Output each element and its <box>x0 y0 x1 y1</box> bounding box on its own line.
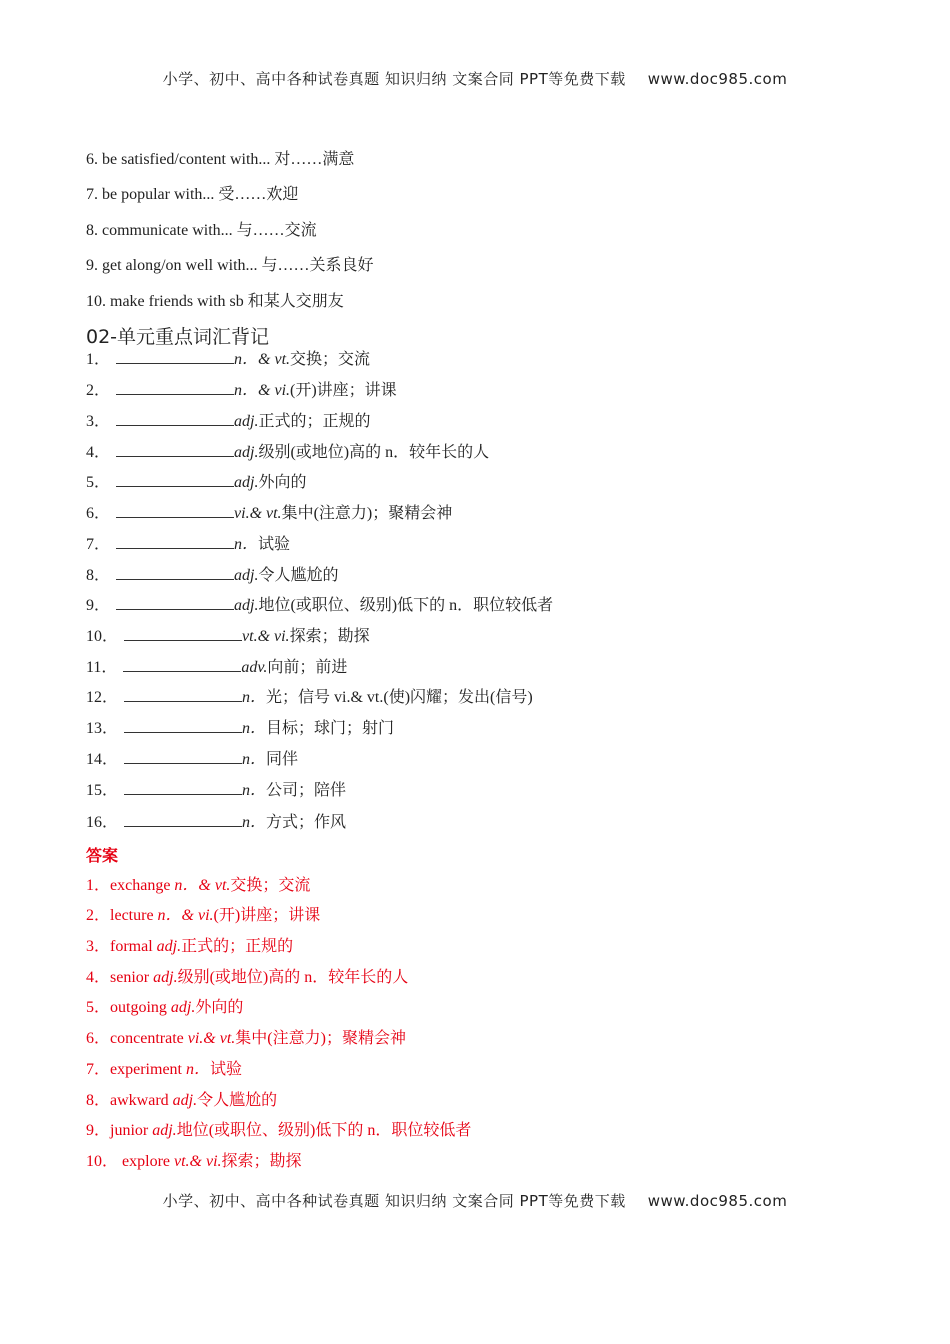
vocab-item <box>86 500 452 523</box>
answer-blank[interactable] <box>124 687 242 702</box>
answer-number: 2． <box>86 907 111 924</box>
answer-meaning: 级别(或地位)高的 n．较年长的人 <box>177 969 409 986</box>
answer-meaning: 令人尴尬的 <box>197 1092 278 1109</box>
part-of-speech: adj. <box>156 938 182 955</box>
answer-blank[interactable] <box>124 812 242 827</box>
vocab-meaning: 正式的；正规的 <box>258 413 371 430</box>
answer-word: lecture <box>110 907 154 924</box>
vocab-meaning: 向前；前进 <box>267 659 348 676</box>
vocab-meaning: 集中(注意力)；聚精会神 <box>281 505 453 522</box>
part-of-speech: adj. <box>170 999 196 1016</box>
answer-blank[interactable] <box>116 503 234 518</box>
part-of-speech: n． <box>242 720 267 737</box>
answer-number: 6． <box>86 1030 111 1047</box>
header-text: 小学、初中、高中各种试卷真题 知识归纳 文案合同 PPT等免费下载 <box>162 70 626 88</box>
part-of-speech: n．& vt. <box>174 877 231 894</box>
answer-item <box>86 1117 471 1140</box>
vocab-number: 8． <box>86 567 111 584</box>
answer-meaning: 外向的 <box>195 999 244 1016</box>
vocab-meaning: 目标；球门；射门 <box>266 720 395 737</box>
answer-blank[interactable] <box>116 534 234 549</box>
answer-word: senior <box>110 969 150 986</box>
vocab-meaning: 级别(或地位)高的 n．较年长的人 <box>258 444 490 461</box>
part-of-speech: n． <box>185 1061 210 1078</box>
answer-number: 1． <box>86 877 111 894</box>
part-of-speech: adj. <box>234 567 259 584</box>
vocab-number: 1． <box>86 351 111 368</box>
answer-item <box>86 1148 302 1171</box>
part-of-speech: n．& vt. <box>234 351 291 368</box>
phrase-item: 8. communicate with... 与……交流 <box>86 222 317 239</box>
vocab-meaning: 地位(或职位、级别)低下的 n．职位较低者 <box>258 597 554 614</box>
vocab-item <box>86 408 370 431</box>
answer-blank[interactable] <box>116 442 234 457</box>
answer-blank[interactable] <box>124 749 242 764</box>
footer-text: 小学、初中、高中各种试卷真题 知识归纳 文案合同 PPT等免费下载 <box>162 1192 626 1210</box>
answer-item <box>86 902 320 925</box>
answer-meaning: 试验 <box>210 1061 243 1078</box>
vocab-meaning: 公司；陪伴 <box>266 782 347 799</box>
answer-blank[interactable] <box>123 657 241 672</box>
vocab-number: 14． <box>86 751 119 768</box>
part-of-speech: n． <box>242 814 267 831</box>
vocab-meaning: 光；信号 vi.& vt.(使)闪耀；发出(信号) <box>266 689 533 706</box>
vocab-item <box>86 623 370 646</box>
answer-word: experiment <box>110 1061 182 1078</box>
part-of-speech: n．& vi. <box>157 907 214 924</box>
vocab-number: 2． <box>86 382 111 399</box>
part-of-speech: n． <box>242 751 267 768</box>
answer-word: formal <box>110 938 153 955</box>
phrase-item: 10. make friends with sb 和某人交朋友 <box>86 293 344 310</box>
vocab-item <box>86 592 553 615</box>
vocab-number: 6． <box>86 505 111 522</box>
answer-item <box>86 1056 242 1079</box>
part-of-speech: n．& vi. <box>234 382 291 399</box>
vocab-item <box>86 439 489 462</box>
answer-meaning: 探索；勘探 <box>221 1153 302 1170</box>
answer-number: 3． <box>86 938 111 955</box>
answer-word: awkward <box>110 1092 169 1109</box>
vocab-meaning: 令人尴尬的 <box>258 567 339 584</box>
phrase-item: 7. be popular with... 受……欢迎 <box>86 186 299 203</box>
answer-meaning: 地位(或职位、级别)低下的 n．职位较低者 <box>176 1122 472 1139</box>
vocab-number: 5． <box>86 474 111 491</box>
vocab-meaning: 试验 <box>258 536 291 553</box>
answer-meaning: (开)讲座；讲课 <box>213 907 321 924</box>
answer-blank[interactable] <box>124 626 242 641</box>
answer-blank[interactable] <box>116 380 234 395</box>
footer-url[interactable]: www.doc985.com <box>647 1192 788 1210</box>
header-url[interactable]: www.doc985.com <box>647 70 788 88</box>
answer-word: concentrate <box>110 1030 184 1047</box>
vocab-number: 16． <box>86 814 119 831</box>
part-of-speech: n． <box>234 536 259 553</box>
vocab-item <box>86 715 394 738</box>
answer-item <box>86 994 243 1017</box>
phrase-item: 9. get along/on well with... 与……关系良好 <box>86 257 374 274</box>
vocab-number: 15． <box>86 782 119 799</box>
answer-meaning: 正式的；正规的 <box>181 938 294 955</box>
vocab-number: 9． <box>86 597 111 614</box>
part-of-speech: vi.& vt. <box>234 505 282 522</box>
phrase-item: 6. be satisfied/content with... 对……满意 <box>86 151 355 168</box>
part-of-speech: vt.& vi. <box>242 628 290 645</box>
vocab-meaning: (开)讲座；讲课 <box>290 382 397 399</box>
answer-number: 8． <box>86 1092 111 1109</box>
answer-number: 10． <box>86 1153 119 1170</box>
answer-number: 9． <box>86 1122 111 1139</box>
part-of-speech: adj. <box>234 474 259 491</box>
vocab-number: 11． <box>86 659 118 676</box>
answer-number: 5． <box>86 999 111 1016</box>
answer-item <box>86 933 293 956</box>
vocab-number: 12． <box>86 689 119 706</box>
page-footer <box>0 1190 950 1211</box>
answer-blank[interactable] <box>116 595 234 610</box>
vocab-item <box>86 684 533 707</box>
part-of-speech: adj. <box>172 1092 198 1109</box>
answer-item <box>86 1025 406 1048</box>
vocab-number: 10． <box>86 628 119 645</box>
answer-meaning: 交换；交流 <box>230 877 311 894</box>
answer-item <box>86 964 408 987</box>
vocab-item <box>86 654 347 677</box>
section-heading: 02-单元重点词汇背记 <box>86 326 270 348</box>
vocab-meaning: 探索；勘探 <box>289 628 370 645</box>
answer-word: junior <box>110 1122 149 1139</box>
part-of-speech: n． <box>242 782 267 799</box>
vocab-number: 3． <box>86 413 111 430</box>
answer-blank[interactable] <box>124 718 242 733</box>
answer-item <box>86 872 310 895</box>
vocab-item <box>86 346 370 369</box>
page-header <box>0 68 950 89</box>
vocab-number: 4． <box>86 444 111 461</box>
vocab-meaning: 交换；交流 <box>290 351 371 368</box>
vocab-number: 7． <box>86 536 111 553</box>
vocab-item <box>86 777 346 800</box>
vocab-item <box>86 746 298 769</box>
part-of-speech: adj. <box>234 597 259 614</box>
answer-word: exchange <box>110 877 171 894</box>
answer-blank[interactable] <box>116 349 234 364</box>
vocab-meaning: 同伴 <box>266 751 299 768</box>
part-of-speech: vi.& vt. <box>187 1030 236 1047</box>
vocab-item <box>86 377 397 400</box>
answer-word: explore <box>122 1153 170 1170</box>
answer-blank[interactable] <box>116 411 234 426</box>
answer-item <box>86 1087 277 1110</box>
part-of-speech: adj. <box>234 413 259 430</box>
part-of-speech: n． <box>242 689 267 706</box>
vocab-meaning: 外向的 <box>258 474 307 491</box>
part-of-speech: adj. <box>234 444 259 461</box>
part-of-speech: adj. <box>152 1122 177 1139</box>
vocab-meaning: 方式；作风 <box>266 814 347 831</box>
part-of-speech: adv. <box>241 659 268 676</box>
vocab-item <box>86 809 346 832</box>
answer-blank[interactable] <box>116 565 234 580</box>
part-of-speech: adj. <box>153 969 178 986</box>
vocab-item <box>86 469 306 492</box>
answers-title: 答案 <box>86 846 119 865</box>
answer-blank[interactable] <box>124 780 242 795</box>
answer-number: 7． <box>86 1061 111 1078</box>
vocab-item <box>86 562 338 585</box>
vocab-item <box>86 531 290 554</box>
answer-word: outgoing <box>110 999 167 1016</box>
answer-meaning: 集中(注意力)；聚精会神 <box>235 1030 406 1047</box>
part-of-speech: vt.& vi. <box>174 1153 222 1170</box>
vocab-number: 13． <box>86 720 119 737</box>
answer-blank[interactable] <box>116 472 234 487</box>
answer-number: 4． <box>86 969 111 986</box>
